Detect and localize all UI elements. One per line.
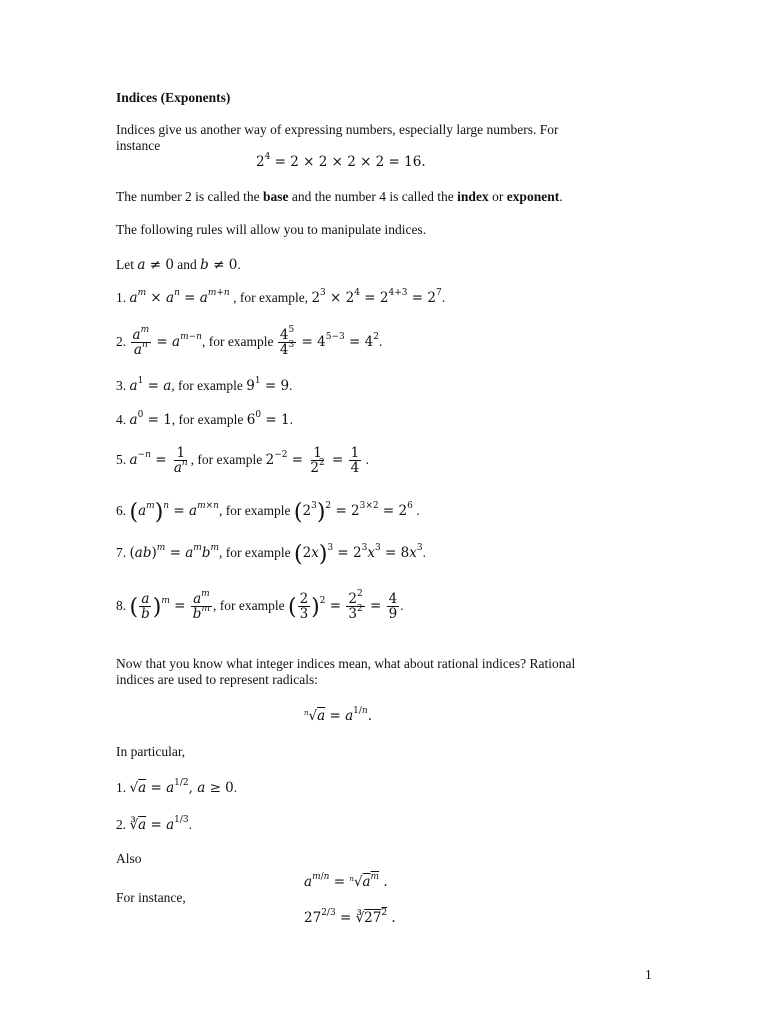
rational-line-2: indices are used to represent radicals: [116,672,319,687]
intro-line-1: Indices give us another way of expressing numbers, especially large numbers. For [116,122,559,137]
rule-2: 2. $\frac{a^m}{a^n}$ = $a^{m-n}$, for example $\frac{4^5}{4^3}$ = $4^{5-3} = 4^2$. [116,325,383,358]
rule-8: 8. ( $\frac{a}{b}$ )$^m$ = $\frac{a^m}{b^m}$ , for example ( $\frac{2}{3}$ )$^2$ = $\frac{2^2}{3^2}$ = $\frac{4}{9}$ . [116,589,404,622]
rational-power-example: $27^{2/3}$ = $∛27^2$ . [304,908,396,926]
base-index-sentence: The number 2 is called the base and the number 4 is called the index or exponent. [116,189,563,204]
for-instance-label: For instance, [116,890,186,905]
intro-line-2: instance [116,138,161,153]
rules-intro: The following rules will allow you to manipulate indices. [116,222,427,237]
rule-4: 4. $a^0 = 1$, for example $6^0 = 1$. [116,410,293,428]
rule-1: 1. $a^m \times a^n = a^{m+n}$ , for example, $2^3 \times 2^4 = 2^{4+3} = 2^7$. [116,288,446,306]
document-title: Indices (Exponents) [116,90,231,105]
radical-definition: $^n√a = a^{1/n}$. [304,706,373,724]
rule-3: 3. $a^1 = a$, for example $9^1 = 9$. [116,376,293,394]
rule-7: 7. $(ab)^m = a^mb^m$, for example $(2x)^3 = 2^3x^3 = 8x^3$. [116,542,426,567]
rational-power-rule: $a^{m/n} = ^n√a^m$ . [304,872,388,890]
rational-line-1: Now that you know what integer indices mean, what about rational indices? Rational [116,656,576,671]
equation-2-to-4: $2^4 = 2 \times 2 \times 2 \times 2 = 16$. [256,152,426,170]
also-label: Also [116,851,142,866]
let-line: Let a ≠ 0 and b ≠ 0. [116,257,241,273]
rule-5: 5. $a^{-n}$ = $\frac{1}{a^n}$ , for example $2^{-2}$ = $\frac{1}{2^2}$ = $\frac{1}{4}$ . [116,445,369,476]
particular-1: 1. $√a = a^{1/2}$, a ≥ 0. [116,778,238,796]
particular-2: 2. $∛\overline{a} = a^{1/3}$. [116,815,192,833]
in-particular: In particular, [116,744,186,759]
rule-6: 6. $(a^m)^n = a^{m\times n}$, for example $(2^3)^2 = 2^{3\times 2} = 2^6$ . [116,500,420,525]
page-number: 1 [645,967,652,982]
